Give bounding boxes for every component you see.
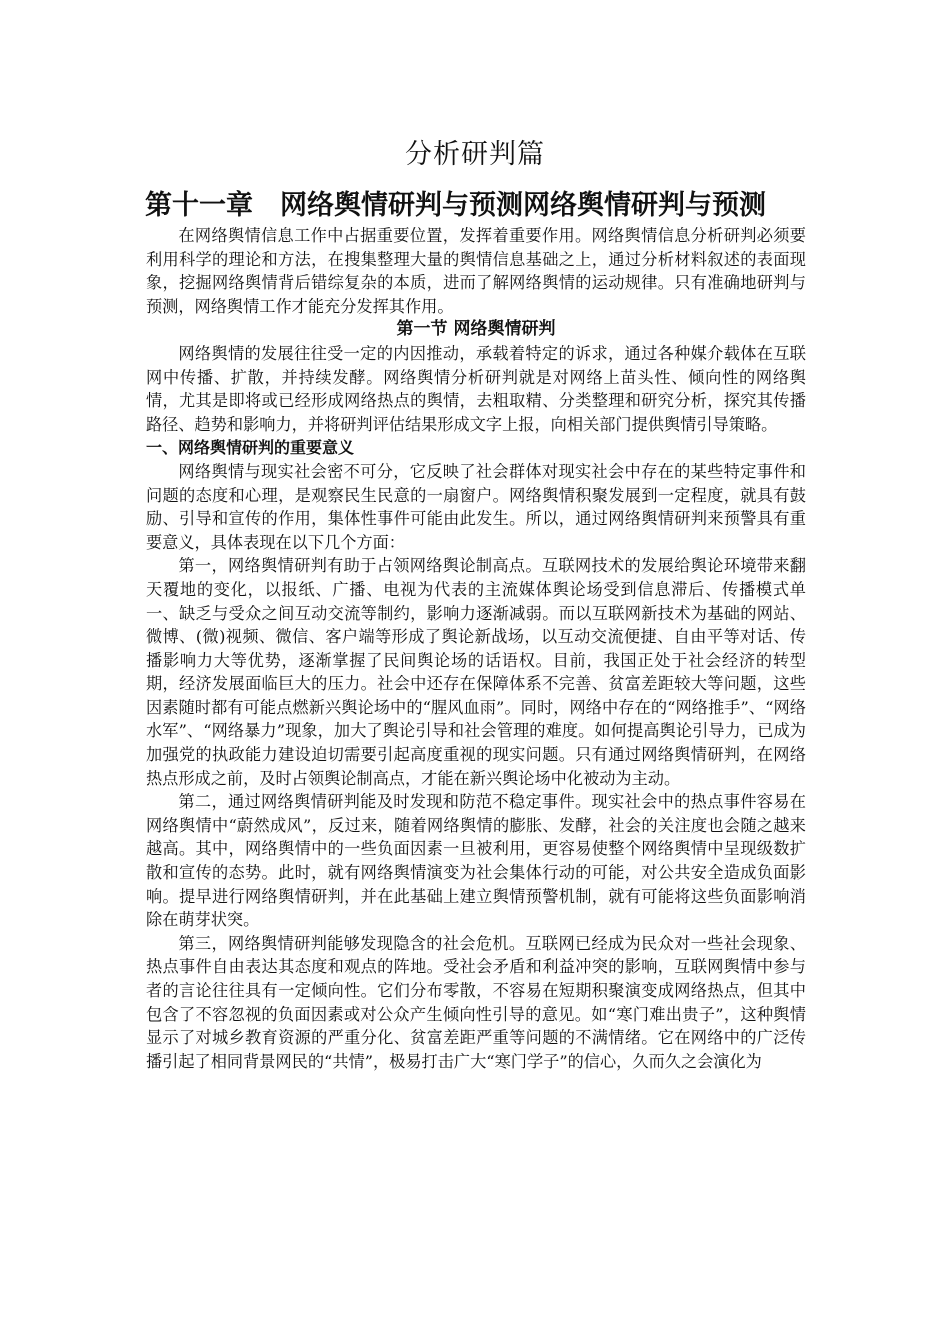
paragraph: 第一，网络舆情研判有助于占领网络舆论制高点。互联网技术的发展给舆论环境带来翻天覆地的变化，以报纸、广播、电视为代表的主流媒体舆论场受到信息滞后、传播模式单一、缺乏与受众之间互动交流等制约，影响力逐渐减弱。而以互联网新技术为基础的网站、微博、(微)视频、微信、客户端等形成了舆论新战场，以互动交流便捷、自由平等对话、传播影响力大等优势，逐渐掌握了民间舆论场的话语权。目前，我国正处于社会经济的转型期，经济发展面临巨大的压力。社会中还存在保障体系不完善、贫富差距较大等问题，这些因素随时都有可能点燃新兴舆论场中的“腥风血雨”。同时，网络中存在的“网络推手”、“网络水军”、“网络暴力”现象，加大了舆论引导和社会管理的难度。如何提高舆论引导力，已成为加强党的执政能力建设迫切需要引起高度重视的现实问题。只有通过网络舆情研判，在网络热点形成之前，及时占领舆论制高点，才能在新兴舆论场中化被动为主动。 <box>146 556 806 788</box>
paragraph: 第二，通过网络舆情研判能及时发现和防范不稳定事件。现实社会中的热点事件容易在网络舆情中“蔚然成风”，反过来，随着网络舆情的膨胀、发酵，社会的关注度也会随之越来越高。其中，网络舆情中的一些负面因素一旦被利用，更容易使整个网络舆情中呈现级数扩散和宣传的态势。此时，就有网络舆情演变为社会集体行动的可能，对公共安全造成负面影响。提早进行网络舆情研判，并在此基础上建立舆情预警机制，就有可能将这些负面影响消除在萌芽状突。 <box>146 792 806 930</box>
subsection-heading: 一、网络舆情研判的重要意义 <box>146 438 355 458</box>
paragraph: 第三，网络舆情研判能够发现隐含的社会危机。互联网已经成为民众对一些社会现象、热点事件自由表达其态度和观点的阵地。受社会矛盾和利益冲突的影响，互联网舆情中参与者的言论往往具有一定倾向性。它们分布零散，不容易在短期积聚演变成网络热点，但其中包含了不容忽视的负面因素或对公众产生倾向性引导的意见。如“寒门难出贵子”，这种舆情显示了对城乡教育资源的严重分化、贫富差距严重等问题的不满情绪。它在网络中的广泛传播引起了相同背景网民的“共情”，极易打击广大“寒门学子”的信心，久而久之会演化为 <box>146 933 806 1071</box>
body-text <box>146 224 806 1073</box>
intro-paragraph: 在网络舆情信息工作中占据重要位置，发挥着重要作用。网络舆情信息分析研判必须要利用科学的理论和方法，在搜集整理大量的舆情信息基础之上，通过分析材料叙述的表面现象，挖掘网络舆情背后错综复杂的本质，进而了解网络舆情的运动规律。只有准确地研判与预测，网络舆情工作才能充分发挥其作用。 <box>146 226 806 316</box>
section-heading: 第一节 网络舆情研判 <box>396 319 556 340</box>
chapter-title: 第十一章 网络舆情研判与预测网络舆情研判与预测 <box>145 190 766 221</box>
section-paragraph: 网络舆情的发展往往受一定的内因推动，承载着特定的诉求，通过各种媒介载体在互联网中传播、扩散，并持续发酵。网络舆情分析研判就是对网络上苗头性、倾向性的网络舆情，尤其是即将或已经形成网络热点的舆情，去粗取精、分类整理和研究分析，探究其传播路径、趋势和影响力，并将研判评估结果形成文字上报，向相关部门提供舆情引导策略。 <box>146 343 806 434</box>
part-title: 分析研判篇 <box>405 139 545 170</box>
paragraph: 网络舆情与现实社会密不可分，它反映了社会群体对现实社会中存在的某些特定事件和问题的态度和心理，是观察民生民意的一扇窗户。网络舆情积聚发展到一定程度，就具有鼓励、引导和宣传的作用，集体性事件可能由此发生。所以，通过网络舆情研判来预警具有重要意义，具体表现在以下几个方面： <box>146 461 806 552</box>
